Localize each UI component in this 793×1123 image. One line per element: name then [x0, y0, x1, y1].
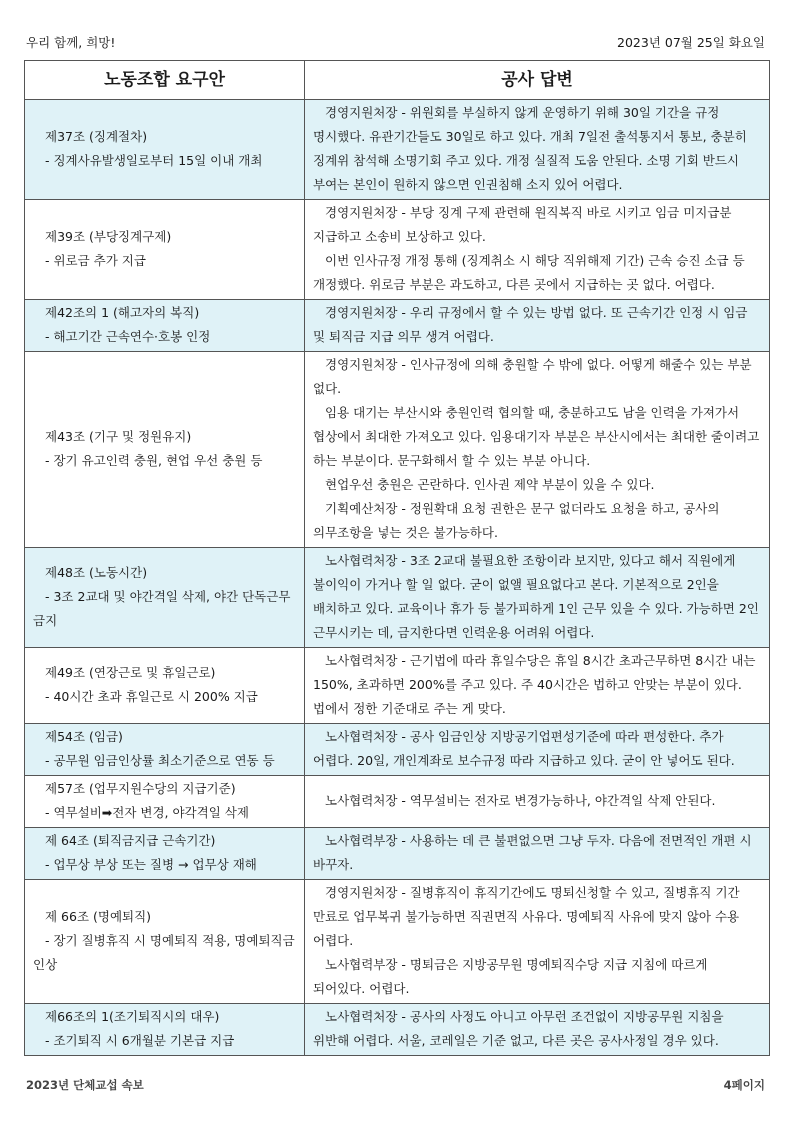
answer-cell: [305, 200, 770, 300]
page-number: 4페이지: [723, 1078, 765, 1092]
answer-paragraph: 경영지원처장 - 우리 규정에서 할 수 있는 방법 없다. 또 근속기간 인정 시 임금 및 퇴직금 지급 의무 생겨 어렵다.: [313, 305, 748, 344]
answer-paragraph: 노사협력부장 - 사용하는 데 큰 불편없으면 그냥 두자. 다음에 전면적인 개편 시 바꾸자.: [313, 833, 752, 872]
answer-cell: [305, 828, 770, 880]
header-date: 2023년 07월 25일 화요일: [617, 35, 765, 50]
article-title: 제43조 (기구 및 정원유지): [45, 429, 192, 444]
answer-cell: [305, 724, 770, 776]
demand-text: - 해고기간 근속연수·호봉 인정: [45, 329, 211, 344]
demand-cell: [25, 548, 305, 648]
demand-cell: [25, 352, 305, 548]
demand-text: - 역무설비➡전자 변경, 야각격일 삭제: [45, 805, 249, 820]
answer-paragraph: 경영지원처장 - 위원회를 부실하지 않게 운영하기 위해 30일 기간을 규정 명시했다. 유관기간들도 30일로 하고 있다. 개최 7일전 출석통지서 통보, 충분히 징계위 참석해 소명기회 주고 있다. 개정 실질적 도움 안된다. 소명 기회 반드시 부여는 본인이 원하지 않으면 인권침해 소지 있어 어렵다.: [313, 105, 747, 192]
answer-paragraph: 노사협력처장 - 공사 임금인상 지방공기업편성기준에 따라 편성한다. 추가 어렵다. 20일, 개인계좌로 보수규정 따라 지급하고 있다. 굳이 안 넣어도 된다.: [313, 729, 735, 768]
answer-cell: [305, 648, 770, 724]
demand-cell: [25, 300, 305, 352]
article-title: 제66조의 1(조기퇴직시의 대우): [45, 1009, 220, 1024]
demand-cell: [25, 648, 305, 724]
table-body: [25, 100, 770, 1056]
table-row: [25, 776, 770, 828]
column-header-demands: 노동조합 요구안: [25, 61, 305, 100]
answer-cell: [305, 300, 770, 352]
answer-paragraph: 이번 인사규정 개정 통해 (징계취소 시 해당 직위해제 기간) 근속 승진 소급 등 개정했다. 위로금 부분은 과도하고, 다른 곳에서 지급하는 곳 없다. 어렵다.: [313, 253, 745, 292]
answer-paragraph: 임용 대기는 부산시와 충원인력 협의할 때, 충분하고도 남을 인력을 가져가서 협상에서 최대한 가져오고 있다. 임용대기자 부분은 부산시에서는 최대한 줄이려고 하는 부분이다. 문구화해서 할 수 있는 부분 아니다.: [313, 405, 760, 468]
answer-paragraph: 노사협력처장 - 3조 2교대 불필요한 조항이라 보지만, 있다고 해서 직원에게 불이익이 가거나 할 일 없다. 굳이 없앨 필요없다고 본다. 기본적으로 2인을 배치하고 있다. 교육이나 휴가 등 불가피하게 1인 근무 있을 수 있다. 가능하면 2인 근무시키는 데, 금지한다면 인력운용 어려워 어렵다.: [313, 553, 759, 640]
answer-paragraph: 경영지원처장 - 질병휴직이 휴직기간에도 명퇴신청할 수 있고, 질병휴직 기간 만료로 업무복귀 불가능하면 직권면직 사유다. 명예퇴직 사유에 맞지 않아 수용 어렵다.: [313, 885, 740, 948]
article-title: 제48조 (노동시간): [45, 565, 148, 580]
answer-cell: [305, 100, 770, 200]
answer-paragraph: 노사협력처장 - 역무설비는 전자로 변경가능하나, 야간격일 삭제 안된다.: [325, 793, 716, 808]
article-title: 제49조 (연장근로 및 휴일근로): [45, 665, 216, 680]
table-row: [25, 880, 770, 1004]
demand-cell: [25, 1004, 305, 1056]
table-row: [25, 1004, 770, 1056]
answer-paragraph: 경영지원처장 - 부당 징계 구제 관련해 원직복직 바로 시키고 임금 미지급분 지급하고 소송비 보상하고 있다.: [313, 205, 732, 244]
demand-text: - 조기퇴직 시 6개월분 기본급 지급: [45, 1033, 235, 1048]
demand-cell: [25, 724, 305, 776]
answer-paragraph: 노사협력처장 - 근기법에 따라 휴일수당은 휴일 8시간 초과근무하면 8시간 내는 150%, 초과하면 200%를 주고 있다. 주 40시간은 법하고 안맞는 부분이 있다. 법에서 정한 기준대로 주는 게 맞다.: [313, 653, 756, 716]
table-row: [25, 300, 770, 352]
table-row: [25, 100, 770, 200]
table-row: [25, 352, 770, 548]
demand-text: - 3조 2교대 및 야간격일 삭제, 야간 단독근무 금지: [33, 589, 291, 628]
table-row: [25, 724, 770, 776]
article-title: 제 66조 (명예퇴직): [45, 909, 152, 924]
answer-cell: [305, 548, 770, 648]
demand-text: - 장기 질병휴직 시 명예퇴직 적용, 명예퇴직금 인상: [33, 933, 295, 972]
answer-cell: [305, 352, 770, 548]
demand-text: - 40시간 초과 휴일근로 시 200% 지급: [45, 689, 258, 704]
header-slogan: 우리 함께, 희망!: [26, 35, 116, 50]
article-title: 제39조 (부당징계구제): [45, 229, 172, 244]
demand-cell: [25, 200, 305, 300]
article-title: 제 64조 (퇴직금지급 근속기간): [45, 833, 216, 848]
demand-cell: [25, 828, 305, 880]
demand-text: - 업무상 부상 또는 질병 → 업무상 재해: [45, 857, 257, 872]
answer-cell: [305, 880, 770, 1004]
answer-paragraph: 현업우선 충원은 곤란하다. 인사권 제약 부분이 있을 수 있다.: [325, 477, 655, 492]
answer-paragraph: 기획예산처장 - 정원확대 요청 권한은 문구 없더라도 요청을 하고, 공사의 의무조항을 넣는 것은 불가능하다.: [313, 501, 720, 540]
answer-cell: [305, 1004, 770, 1056]
answer-paragraph: 경영지원처장 - 인사규정에 의해 충원할 수 밖에 없다. 어떻게 해줄수 있는 부분 없다.: [313, 357, 752, 396]
answer-paragraph: 노사협력부장 - 명퇴금은 지방공무원 명예퇴직수당 지급 지침에 따르게 되어있다. 어렵다.: [313, 957, 708, 996]
demand-text: - 장기 유고인력 충원, 현업 우선 충원 등: [45, 453, 263, 468]
table-row: [25, 548, 770, 648]
demand-text: - 위로금 추가 지급: [45, 253, 146, 268]
table-row: [25, 828, 770, 880]
demand-cell: [25, 776, 305, 828]
article-title: 제42조의 1 (해고자의 복직): [45, 305, 200, 320]
demands-table: [24, 60, 770, 1056]
article-title: 제37조 (징계절차): [45, 129, 148, 144]
article-title: 제54조 (임금): [45, 729, 123, 744]
table-row: [25, 200, 770, 300]
demand-text: - 공무원 임금인상률 최소기준으로 연동 등: [45, 753, 275, 768]
answer-cell: [305, 776, 770, 828]
demand-cell: [25, 880, 305, 1004]
demand-text: - 징계사유발생일로부터 15일 이내 개최: [45, 153, 263, 168]
footer-title: 2023년 단체교섭 속보: [26, 1078, 144, 1092]
answer-paragraph: 노사협력처장 - 공사의 사정도 아니고 아무런 조건없이 지방공무원 지침을 위반해 어렵다. 서울, 코레일은 기준 없고, 다른 곳은 공사사정일 경우 있다.: [313, 1009, 724, 1048]
demand-cell: [25, 100, 305, 200]
table-row: [25, 648, 770, 724]
table-header-row: [25, 61, 770, 100]
article-title: 제57조 (업무지원수당의 지급기준): [45, 781, 236, 796]
column-header-answers: 공사 답변: [305, 61, 770, 100]
